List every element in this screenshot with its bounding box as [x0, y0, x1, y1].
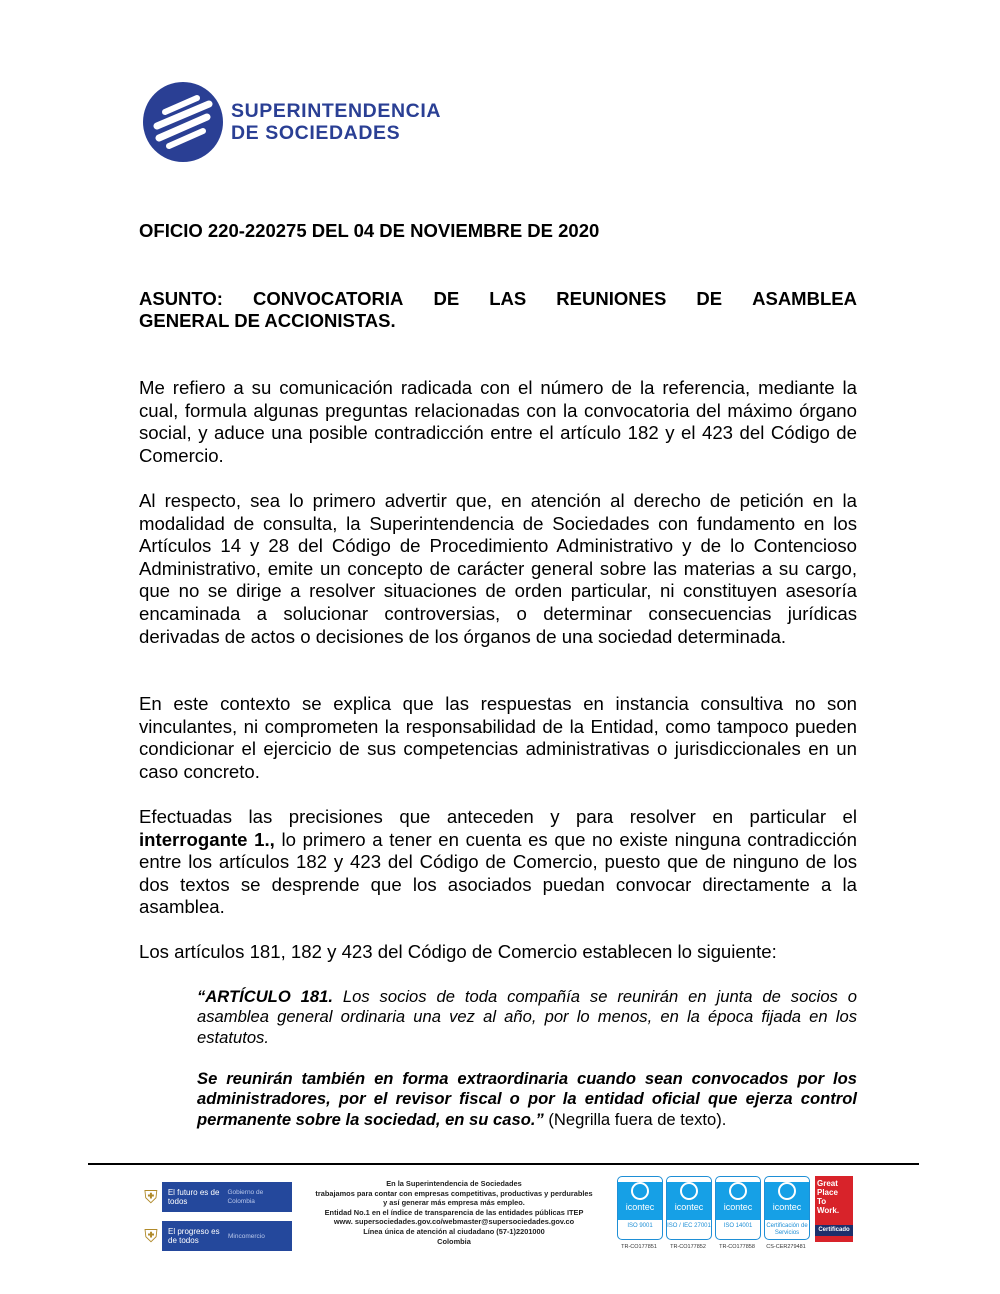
quote-note: (Negrilla fuera de texto).: [543, 1109, 727, 1129]
gptw-certified-label: Certificado: [815, 1225, 853, 1236]
icontec-icon: [729, 1182, 747, 1200]
footer-divider: [88, 1163, 919, 1165]
subject-word: LAS: [489, 288, 527, 309]
cert-code: TR-CO177858: [719, 1244, 755, 1250]
cert-brand: icontec: [674, 1202, 704, 1212]
paragraph-4-bold: interrogante 1.,: [139, 828, 275, 850]
gov-badge-subtext: Gobierno de Colombia: [227, 1189, 264, 1205]
icontec-icon: [778, 1182, 796, 1200]
cert-brand: icontec: [772, 1202, 802, 1212]
subject-word: REUNIONES: [556, 288, 667, 309]
icontec-cert-badge: [617, 1176, 663, 1240]
document-subject: [139, 288, 857, 332]
quote-article-181: [197, 987, 857, 1048]
icontec-cert-badge: [715, 1176, 761, 1240]
gov-badge-subtext: Mincomercio: [228, 1232, 265, 1240]
subject-word: ASAMBLEA: [752, 288, 857, 309]
icontec-icon: [631, 1182, 649, 1200]
quote-title: “ARTÍCULO 181.: [197, 987, 333, 1006]
subject-word: DE: [696, 288, 723, 309]
gov-badge-progreso: [140, 1221, 292, 1251]
logo-wordmark: [231, 100, 441, 144]
footer-contact-info: [298, 1179, 610, 1246]
subject-line-1: [139, 288, 857, 310]
cert-code: TR-CO177852: [670, 1244, 706, 1250]
footer-line: Colombia: [437, 1236, 471, 1246]
paragraph-5: Los artículos 181, 182 y 423 del Código de Comercio establecen lo siguiente:: [139, 941, 777, 962]
paragraph-2: Al respecto, sea lo primero advertir que, en atención al derecho de petición en la modalidad de consulta, la Superintendencia de Sociedades con fundamento en los Artículos 14 y 28 del Código de Procedimiento Administrativo y de lo Contencioso Administrativo, emite un concepto de carácter general sobre las materias a su cargo, que no se dirige a resolver situaciones de orden particular, ni constituyen asesoría encaminada a solucionar controversias, o determinar consecuencias jurídicas derivadas de actos o decisiones de los órganos de una sociedad determinada.: [139, 490, 857, 647]
cert-brand: icontec: [625, 1202, 655, 1212]
footer-line: Línea única de atención al ciudadano (57-1)2201000: [363, 1226, 545, 1236]
icontec-icon: [680, 1182, 698, 1200]
gptw-line: To: [817, 1197, 827, 1206]
icontec-cert-badge: [764, 1176, 810, 1240]
cert-label: Certificación de Servicios: [766, 1223, 808, 1236]
subject-word: CONVOCATORIA: [253, 288, 404, 309]
logo-line-1: SUPERINTENDENCIA: [231, 100, 442, 122]
gptw-line: Work.: [817, 1206, 840, 1215]
colombia-shield-icon: ⛨: [140, 1221, 162, 1251]
gptw-line: Place: [817, 1188, 838, 1197]
gov-badge-text: El progreso es de todos: [168, 1227, 220, 1245]
cert-code: CS-CER279481: [766, 1244, 806, 1250]
paragraph-4-start: Efectuadas las precisiones que anteceden y para resolver en particular el: [139, 806, 857, 827]
logo-emblem-icon: [143, 82, 223, 162]
paragraph-4: [139, 806, 857, 919]
cert-brand: icontec: [723, 1202, 753, 1212]
gov-badge-text: El futuro es de todos: [167, 1188, 220, 1206]
subject-word: ASUNTO:: [139, 288, 223, 309]
paragraph-1: Me refiero a su comunicación radicada con el número de la referencia, mediante la cual, formula algunas preguntas relacionadas con la convocatoria del máximo órgano social, y aduce una posible contradicción entre el artículo 182 y el 423 del Código de Comercio.: [139, 377, 857, 466]
quote-bold-paragraph: [197, 1069, 857, 1130]
paragraph-3: En este contexto se explica que las respuestas en instancia consultiva no son vinculantes, ni comprometen la responsabilidad de la Entidad, como tampoco pueden condicionar el ejercicio de sus competencias administrativas o jurisdiccionales en un caso concreto.: [139, 693, 857, 782]
subject-word: DE: [433, 288, 460, 309]
quote-text: Los socios de toda compañía se reunirán en junta de socios o asamblea general ordinaria una vez al año, por lo menos, en la época fijada en los estatutos.: [197, 987, 857, 1047]
icontec-cert-badge: [666, 1176, 712, 1240]
cert-label: ISO 14001: [723, 1223, 753, 1229]
colombia-shield-icon: ⛨: [140, 1182, 162, 1212]
gov-badge-futuro: [140, 1182, 292, 1212]
footer-line: trabajamos para contar con empresas competitivas, productivas y perdurables: [315, 1188, 593, 1198]
footer-line: En la Superintendencia de Sociedades: [386, 1179, 522, 1188]
cert-code: TR-CO177851: [621, 1244, 657, 1250]
footer-line: y así generar más empresa más empleo.: [383, 1198, 525, 1208]
footer-line: Entidad No.1 en el índice de transparencia de las entidades públicas ITEP: [324, 1207, 584, 1217]
logo-line-2: DE SOCIEDADES: [231, 122, 401, 144]
superintendencia-logo: [143, 82, 483, 164]
great-place-to-work-badge: [815, 1176, 853, 1242]
cert-label: ISO / IEC 27001: [667, 1223, 711, 1229]
cert-label: ISO 9001: [627, 1223, 653, 1229]
paragraph-4-rest: lo primero a tener en cuenta es que no existe ninguna contradicción entre los artículos 182 y 423 del Código de Comercio, puesto que de ninguno de los dos textos se desprende que los asociados puedan convocar directamente a la asamblea.: [139, 828, 857, 918]
footer-line: www. supersociedades.gov.co/webmaster@supersociedades.gov.co: [333, 1217, 575, 1227]
subject-line-2: GENERAL DE ACCIONISTAS.: [139, 310, 396, 331]
document-reference: OFICIO 220-220275 DEL 04 DE NOVIEMBRE DE 2020: [139, 220, 600, 241]
quote-bold-text: Se reunirán también en forma extraordinaria cuando sean convocados por los administradores, por el revisor fiscal o por la entidad oficial que ejerza control permanente sobre la sociedad, en su caso.”: [197, 1069, 857, 1129]
gptw-line: Great: [817, 1179, 838, 1188]
